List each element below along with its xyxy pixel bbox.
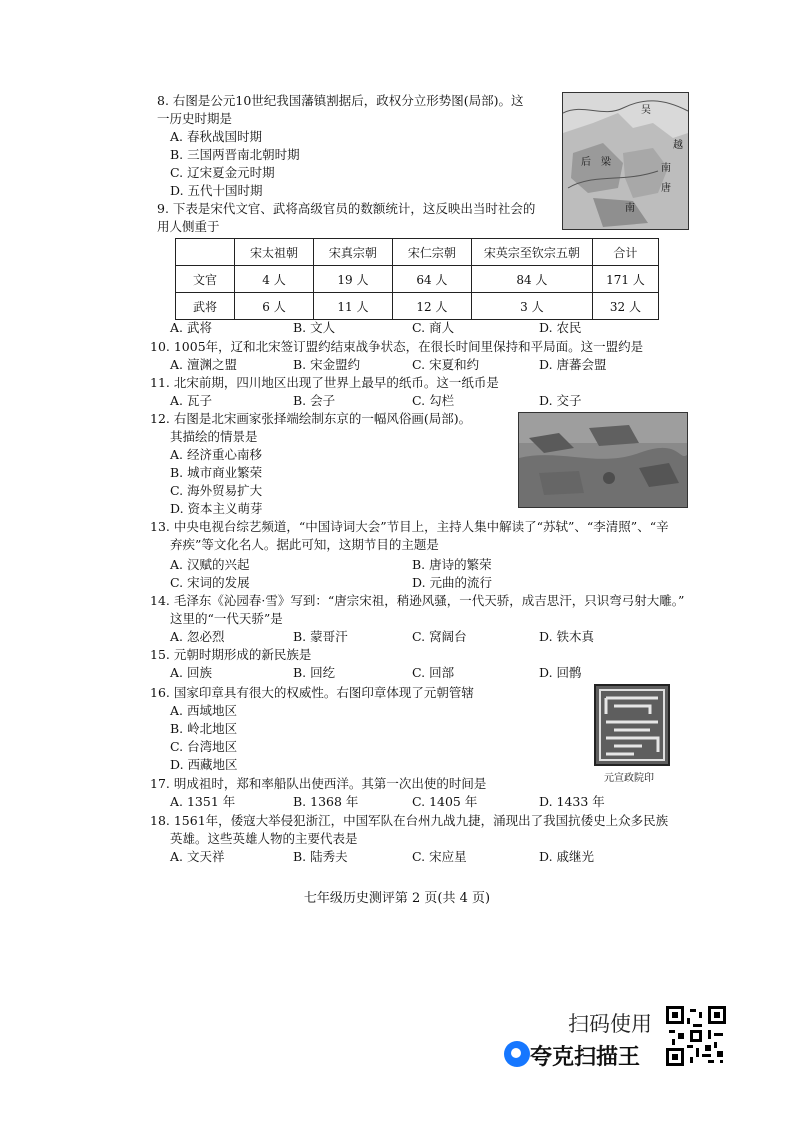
question-8-line1: 8. 右图是公元10世纪我国藩镇割据后，政权分立形势图(局部)。这 — [157, 93, 524, 108]
q18-options — [0, 848, 794, 865]
table-cell: 12 人 — [392, 293, 471, 320]
table-cell: 171 人 — [592, 266, 658, 293]
q12-option-b: B. 城市商业繁荣 — [170, 465, 263, 480]
q15-option-a: A. 回族 — [170, 665, 212, 680]
q9-option-a: A. 武将 — [170, 320, 212, 335]
table-cell: 6 人 — [235, 293, 314, 320]
q10-option-b: B. 宋金盟约 — [293, 357, 361, 372]
q15-option-d: D. 回鹘 — [539, 665, 582, 680]
q18-option-a: A. 文天祥 — [170, 849, 225, 864]
question-14-line2: 这里的“一代天骄”是 — [170, 610, 283, 626]
q17-option-d: D. 1433 年 — [539, 794, 605, 809]
five-dynasties-map-image — [562, 92, 689, 230]
table-header-row — [176, 239, 659, 266]
table-cell: 32 人 — [592, 293, 658, 320]
table-cell: 武将 — [176, 293, 235, 320]
table-header-cell: 合计 — [592, 239, 658, 266]
q17-option-b: B. 1368 年 — [293, 794, 359, 809]
q15-options — [0, 664, 794, 681]
q12-option-c: C. 海外贸易扩大 — [170, 483, 263, 498]
q9-option-c: C. 商人 — [412, 320, 455, 335]
question-17: 17. 明成祖时，郑和率船队出使西洋。其第一次出使的时间是 — [150, 776, 487, 791]
q17-option-c: C. 1405 年 — [412, 794, 478, 809]
question-12-line1: 12. 右图是北宋画家张择端绘制东京的一幅风俗画(局部)。 — [150, 411, 472, 426]
quark-logo-icon — [504, 1041, 530, 1067]
seal-image — [594, 684, 670, 766]
table-cell: 84 人 — [471, 266, 592, 293]
question-14 — [150, 592, 710, 627]
question-8-line2: 一历史时期是 — [157, 110, 233, 126]
qr-code-icon[interactable] — [666, 1006, 726, 1066]
q11-option-a: A. 瓦子 — [170, 393, 212, 408]
scan-to-use-text: 扫码使用 — [568, 1012, 652, 1036]
brand-name: 夸克扫描王 — [530, 1045, 641, 1070]
table-header-cell: 宋太祖朝 — [235, 239, 314, 266]
q15-option-c: C. 回部 — [412, 665, 455, 680]
q10-options — [0, 356, 794, 373]
q13-option-b: B. 唐诗的繁荣 — [412, 557, 492, 572]
q14-option-a: A. 忽必烈 — [170, 629, 225, 644]
q9-option-d: D. 农民 — [539, 320, 582, 335]
map-label-hou: 后 — [581, 157, 591, 168]
q16-option-b: B. 岭北地区 — [170, 721, 238, 736]
official-count-table — [175, 238, 659, 320]
q9-option-b: B. 文人 — [293, 320, 336, 335]
map-label-yue: 越 — [673, 140, 683, 151]
map-label-wu: 吴 — [641, 105, 651, 116]
question-11: 11. 北宋前期，四川地区出现了世界上最早的纸币。这一纸币是 — [150, 375, 499, 390]
q16-option-c: C. 台湾地区 — [170, 739, 238, 754]
q14-option-b: B. 蒙哥汗 — [293, 629, 348, 644]
table-row — [176, 293, 659, 320]
q11-option-d: D. 交子 — [539, 393, 582, 408]
table-header-cell: 宋英宗至钦宗五朝 — [471, 239, 592, 266]
q14-options — [0, 628, 794, 645]
q17-options — [0, 793, 794, 810]
question-13-line2: 弃疾”等文化名人。据此可知，这期节目的主题是 — [170, 536, 439, 552]
q18-option-c: C. 宋应星 — [412, 849, 467, 864]
table-cell: 11 人 — [313, 293, 392, 320]
question-16: 16. 国家印章具有很大的权威性。右图印章体现了元朝管辖 — [150, 685, 474, 700]
q13-option-a: A. 汉赋的兴起 — [170, 557, 250, 572]
question-13 — [150, 518, 690, 553]
table-header-cell: 宋仁宗朝 — [392, 239, 471, 266]
table-cell: 4 人 — [235, 266, 314, 293]
map-label-tang: 唐 — [661, 183, 671, 194]
question-18-line2: 英雄。这些英雄人物的主要代表是 — [170, 830, 358, 846]
q8-option-a: A. 春秋战国时期 — [170, 129, 262, 144]
table-cell: 64 人 — [392, 266, 471, 293]
question-9 — [157, 200, 557, 235]
q17-option-a: A. 1351 年 — [170, 794, 236, 809]
question-18 — [150, 812, 690, 847]
question-18-line1: 18. 1561年，倭寇大举侵犯浙江，中国军队在台州九战九捷，涌现出了我国抗倭史上众多民族 — [150, 813, 669, 828]
question-9-line2: 用人侧重于 — [157, 218, 220, 234]
q13-option-c: C. 宋词的发展 — [170, 575, 250, 590]
q8-option-c: C. 辽宋夏金元时期 — [170, 165, 275, 180]
q12-option-a: A. 经济重心南移 — [170, 447, 262, 462]
question-15: 15. 元朝时期形成的新民族是 — [150, 647, 312, 662]
q16-option-d: D. 西藏地区 — [170, 757, 238, 772]
question-14-line1: 14. 毛泽东《沁园春·雪》写到：“唐宗宋祖，稍逊风骚，一代天骄，成吉思汗，只识弯弓射大雕。” — [150, 593, 685, 608]
qingming-painting-image — [518, 412, 688, 508]
q8-option-d: D. 五代十国时期 — [170, 183, 263, 198]
table-header-cell — [176, 239, 235, 266]
map-label-nan2: 南 — [625, 203, 635, 214]
table-header-cell: 宋真宗朝 — [313, 239, 392, 266]
question-10: 10. 1005年，辽和北宋签订盟约结束战争状态，在很长时间里保持和平局面。这一盟约是 — [150, 339, 644, 354]
q11-options — [0, 392, 794, 409]
q8-option-b: B. 三国两晋南北朝时期 — [170, 147, 300, 162]
page-footer: 七年级历史测评第 2 页(共 4 页) — [303, 891, 491, 906]
q10-option-d: D. 唐蕃会盟 — [539, 357, 607, 372]
question-8 — [157, 92, 557, 127]
q18-option-d: D. 戚继光 — [539, 849, 595, 864]
q15-option-b: B. 回纥 — [293, 665, 336, 680]
q14-option-c: C. 窝阔台 — [412, 629, 467, 644]
question-13-line1: 13. 中央电视台综艺频道，“中国诗词大会”节目上，主持人集中解读了“苏轼”、“李清照”、“辛 — [150, 519, 669, 534]
table-cell: 文官 — [176, 266, 235, 293]
q11-option-b: B. 会子 — [293, 393, 336, 408]
q9-options — [0, 319, 794, 336]
question-9-line1: 9. 下表是宋代文官、武将高级官员的数额统计，这反映出当时社会的 — [157, 201, 536, 216]
q14-option-d: D. 铁木真 — [539, 629, 595, 644]
map-label-nan: 南 — [661, 163, 671, 174]
table-row — [176, 266, 659, 293]
question-12 — [150, 410, 510, 445]
q13-option-d: D. 元曲的流行 — [412, 575, 493, 590]
q10-option-a: A. 澶渊之盟 — [170, 357, 237, 372]
question-12-line2: 其描绘的情景是 — [170, 428, 258, 444]
q16-option-a: A. 西域地区 — [170, 703, 237, 718]
q18-option-b: B. 陆秀夫 — [293, 849, 348, 864]
q11-option-c: C. 勾栏 — [412, 393, 455, 408]
map-label-liang: 梁 — [601, 157, 611, 168]
q10-option-c: C. 宋夏和约 — [412, 357, 480, 372]
table-cell: 19 人 — [313, 266, 392, 293]
seal-caption: 元宣政院印 — [604, 773, 654, 784]
q12-option-d: D. 资本主义萌芽 — [170, 501, 263, 516]
table-cell: 3 人 — [471, 293, 592, 320]
